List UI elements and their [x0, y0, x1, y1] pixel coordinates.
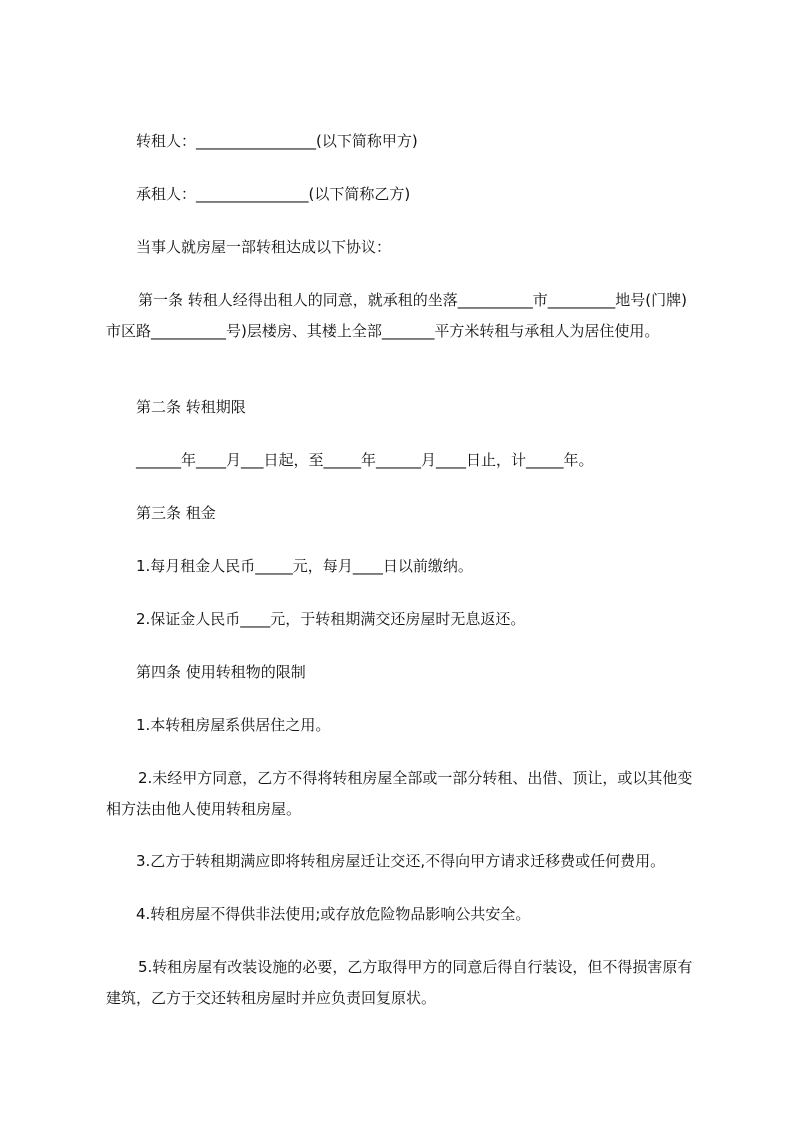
rent-item-1: 1.每月租金人民币_____元，每月____日以前缴纳。 [136, 557, 473, 575]
article-2-heading: 第二条 转租期限 [136, 398, 246, 416]
restriction-item-2: 2.未经甲方同意，乙方不得将转租房屋全部或一部分转租、出借、顶让，或以其他变相方法由他人使用转租房屋。 [106, 769, 693, 818]
restriction-item-1: 1.本转租房屋系供居住之用。 [136, 716, 331, 734]
rent-item-2: 2.保证金人民币____元，于转租期满交还房屋时无息返还。 [136, 610, 526, 628]
article-3-heading: 第三条 租金 [136, 504, 216, 522]
sublessor-line: 转租人：________________(以下简称甲方) [136, 132, 418, 150]
restriction-item-5: 5.转租房屋有改装设施的必要，乙方取得甲方的同意后得自行装设，但不得损害原有建筑，乙方于交还转租房屋时并应负责回复原状。 [106, 958, 693, 1007]
article-4-heading: 第四条 使用转租物的限制 [136, 663, 306, 681]
restriction-item-4: 4.转租房屋不得供非法使用;或存放危险物品影响公共安全。 [136, 905, 531, 923]
restriction-item-3: 3.乙方于转租期满应即将转租房屋迁让交还,不得向甲方请求迁移费或任何费用。 [136, 852, 666, 870]
sublessee-line: 承租人：_______________(以下简称乙方) [136, 185, 411, 203]
agreement-intro: 当事人就房屋一部转租达成以下协议： [136, 238, 392, 256]
term-period-line: ______年____月___日起，至_____年______月____日止，计_____年。 [136, 451, 594, 469]
article-1-paragraph: 第一条 转租人经得出租人的同意，就承租的坐落__________市_________地号(门牌)市区路__________号)层楼房、其楼上全部_______平方米转租与承租人为居住使用。 [106, 291, 687, 340]
